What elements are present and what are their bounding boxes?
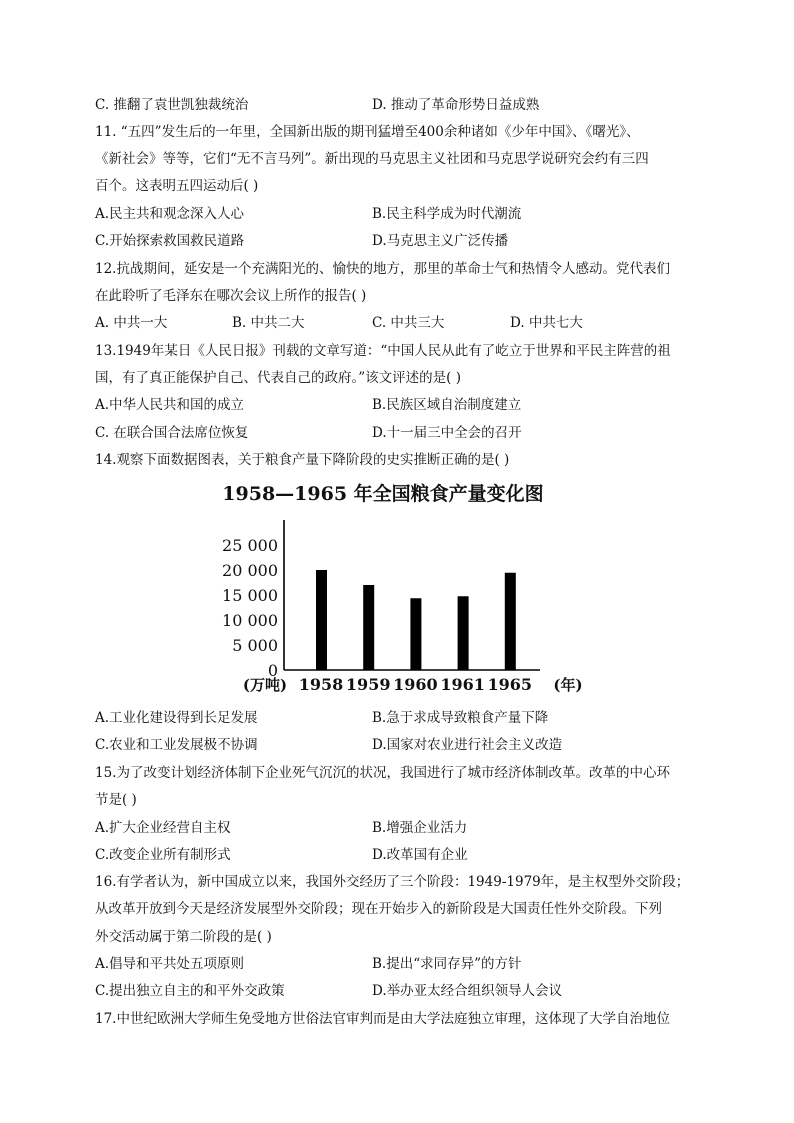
q15-option-b: B.增强企业活力 xyxy=(372,820,468,836)
bar-1959 xyxy=(363,585,374,670)
q12-option-c: C. 中共三大 xyxy=(372,315,445,331)
x-axis-unit-label: (年) xyxy=(553,676,583,694)
x-tick-label: 1961 xyxy=(440,675,485,694)
q14-option-d: D.国家对农业进行社会主义改造 xyxy=(372,737,563,753)
q11-option-c: C.开始探索救国救民道路 xyxy=(95,233,245,249)
y-tick-label: 10 000 xyxy=(222,611,278,630)
q15-stem-line1: 15.为了改变计划经济体制下企业死气沉沉的状况，我国进行了城市经济体制改革。改革的中心环 xyxy=(95,765,670,781)
q10-option-c: C. 推翻了袁世凯独裁统治 xyxy=(95,97,249,113)
y-tick-label: 25 000 xyxy=(222,536,278,555)
q16-option-d: D.举办亚太经合组织领导人会议 xyxy=(372,983,563,999)
bar-1961 xyxy=(458,596,469,670)
q13-stem-line1: 13.1949年某日《人民日报》刊载的文章写道：“中国人民从此有了屹立于世界和平民主阵营的祖 xyxy=(95,343,671,359)
y-tick-label: 20 000 xyxy=(222,561,278,580)
x-tick-label: 1958 xyxy=(298,675,344,694)
q15-option-c: C.改变企业所有制形式 xyxy=(95,847,231,863)
q17-stem-line1: 17.中世纪欧洲大学师生免受地方世俗法官审判而是由大学法庭独立审理，这体现了大学自治地位 xyxy=(95,1011,670,1027)
q14-option-b: B.急于求成导致粮食产量下降 xyxy=(372,710,549,726)
q13-stem-line2: 国，有了真正能保护自己、代表自己的政府。”该文评述的是( ) xyxy=(95,370,461,386)
q16-stem-line1: 16.有学者认为，新中国成立以来，我国外交经历了三个阶段：1949-1979年，是主权型外交阶段； xyxy=(95,874,690,890)
x-tick-label: 1960 xyxy=(393,675,438,694)
bar-1958 xyxy=(316,570,327,670)
q13-option-a: A.中华人民共和国的成立 xyxy=(95,397,245,413)
q13-option-b: B.民族区域自治制度建立 xyxy=(372,397,522,413)
q14-option-a: A.工业化建设得到长足发展 xyxy=(95,710,258,726)
q11-stem-line2: 《新社会》等等，它们“无不言马列”。新出现的马克思主义社团和马克思学说研究会约有三四 xyxy=(95,151,649,167)
q10-option-d: D. 推动了革命形势日益成熟 xyxy=(372,97,540,113)
q11-stem-line1: 11. “五四”发生后的一年里，全国新出版的期刊猛增至400余种诸如《少年中国》、《曙光》、 xyxy=(95,124,640,140)
y-tick-label: 5 000 xyxy=(232,636,278,655)
q11-option-d: D.马克思主义广泛传播 xyxy=(372,233,509,249)
q12-stem-line1: 12.抗战期间，延安是一个充满阳光的、愉快的地方，那里的革命士气和热情令人感动。党代表们 xyxy=(95,261,670,277)
q15-stem-line2: 节是( ) xyxy=(95,792,137,808)
q12-option-b: B. 中共二大 xyxy=(232,315,305,331)
x-tick-label: 1959 xyxy=(345,675,391,694)
q12-stem-line2: 在此聆听了毛泽东在哪次会议上所作的报告( ) xyxy=(95,288,367,304)
y-axis-unit-label: (万吨) xyxy=(242,676,288,694)
x-tick-label: 1965 xyxy=(487,675,533,694)
q12-option-d: D. 中共七大 xyxy=(510,315,583,331)
chart-title: 1958—1965 年全国粮食产量变化图 xyxy=(222,483,544,505)
y-tick-label: 15 000 xyxy=(222,586,278,605)
grain-output-bar-chart xyxy=(200,472,600,704)
q12-option-a: A. 中共一大 xyxy=(95,315,168,331)
q16-option-b: B.提出“求同存异”的方针 xyxy=(372,956,522,972)
q16-stem-line3: 外交活动属于第二阶段的是( ) xyxy=(95,929,272,945)
q14-stem-line1: 14.观察下面数据图表，关于粮食产量下降阶段的史实推断正确的是( ) xyxy=(95,452,510,468)
q11-stem-line3: 百个。这表明五四运动后( ) xyxy=(95,178,259,194)
bar-1965 xyxy=(505,573,516,670)
q13-option-d: D.十一届三中全会的召开 xyxy=(372,425,522,441)
q11-option-b: B.民主科学成为时代潮流 xyxy=(372,206,522,222)
bar-1960 xyxy=(410,598,421,670)
q11-option-a: A.民主共和观念深入人心 xyxy=(95,206,245,222)
y-tick-label: 0 xyxy=(267,661,278,680)
q15-option-d: D.改革国有企业 xyxy=(372,847,468,863)
q13-option-c: C. 在联合国合法席位恢复 xyxy=(95,425,249,441)
q14-option-c: C.农业和工业发展极不协调 xyxy=(95,737,258,753)
q16-stem-line2: 从改革开放到今天是经济发展型外交阶段；现在开始步入的新阶段是大国责任性外交阶段。下列 xyxy=(95,901,662,917)
q16-option-a: A.倡导和平共处五项原则 xyxy=(95,956,245,972)
q15-option-a: A.扩大企业经营自主权 xyxy=(95,820,231,836)
q16-option-c: C.提出独立自主的和平外交政策 xyxy=(95,983,285,999)
